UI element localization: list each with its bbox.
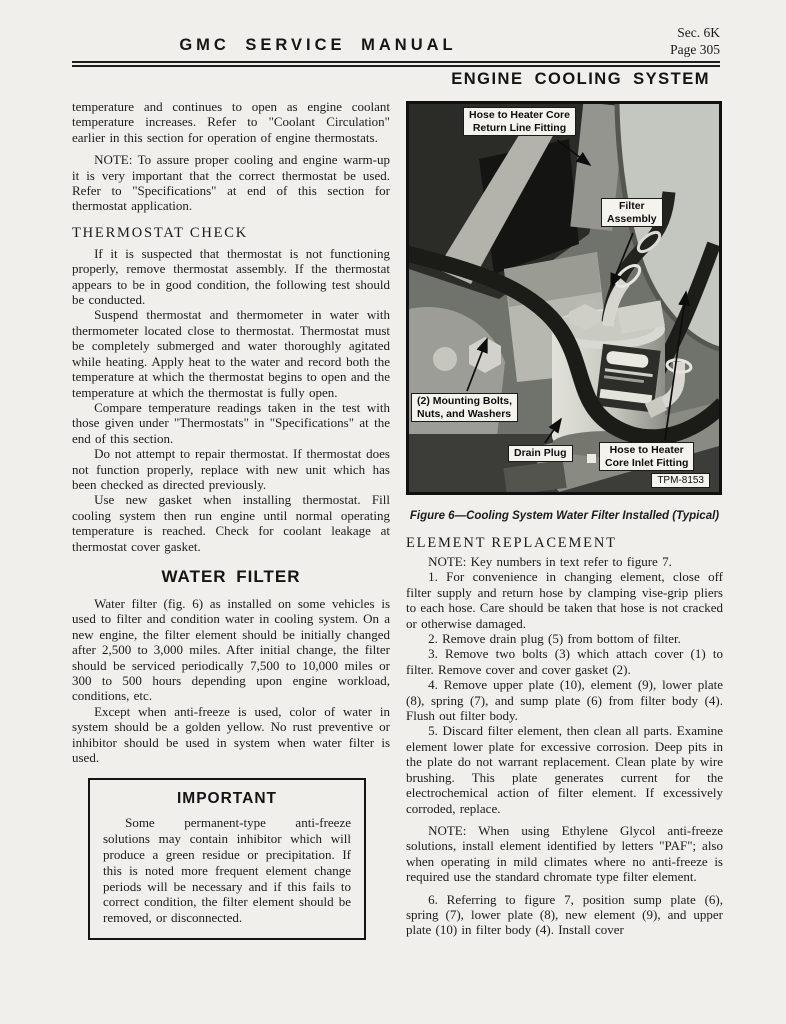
figure-6 bbox=[406, 101, 723, 522]
callout-text: (2) Mounting Bolts, bbox=[417, 395, 513, 407]
step-4: 4. Remove upper plate (10), element (9), lower plate (8), spring (7), and sump plate (6) from filter body (4). Flush out filter body. bbox=[406, 677, 723, 724]
note-paragraph: NOTE: Key numbers in text refer to figure 7. bbox=[428, 554, 672, 569]
thermostat-check-heading: THERMOSTAT CHECK bbox=[72, 224, 249, 241]
paragraph: Water filter (fig. 6) as installed on some vehicles is used to filter and condition water in cooling system. On a new engine, the filter element should be initially changed after 2,500 to 3,000 miles. After initial change, the filter should be serviced periodically 7,500 to 10,000 miles or 300 to 500 hours depending upon engine workload, conditions, etc. bbox=[72, 595, 390, 704]
note-paragraph: NOTE: When using Ethylene Glycol anti-freeze solutions, install element identified by letters "PAF"; also when operating in mild climates where no anti-freeze is required use the standard chromate type filter element. bbox=[406, 822, 723, 885]
element-replacement-heading: ELEMENT REPLACEMENT bbox=[406, 535, 617, 551]
callout-filter-assembly bbox=[601, 198, 663, 227]
paragraph: Suspend thermostat and thermometer in water with thermometer located close to thermostat. Thermostat must be completely submerged and water thoroughly agitated while heating. Apply heat to the water and record both the temperature at which the thermostat begins to open and the temperature at which the thermostat is fully open. bbox=[72, 307, 390, 400]
paragraph: If it is suspected that thermostat is not functioning properly, remove thermostat assembly. If the thermostat appears to be in good condition, the following test should be conducted. bbox=[72, 245, 390, 308]
step-5: 5. Discard filter element, then clean all parts. Examine element lower plate for excessive corrosion. Deep pits in the plate do not warrant replacement. Clean plate by wire brushing. This plate generates current for the electrochemical action of filter element. If excessively corroded, replace. bbox=[406, 723, 723, 816]
page-ref: Page 305 bbox=[670, 42, 720, 57]
step-1: 1. For convenience in changing element, close off filter supply and return hose by clamping vise-grip pliers to each hose. Care should be taken that hose is not cracked or otherwise damaged. bbox=[406, 569, 723, 631]
step-3: 3. Remove two bolts (3) which attach cover (1) to filter. Remove cover and cover gasket (2). bbox=[406, 646, 723, 677]
photo-id-tag: TPM-8153 bbox=[651, 473, 710, 488]
water-filter-heading: WATER FILTER bbox=[161, 566, 301, 586]
callout-text: Assembly bbox=[607, 212, 657, 225]
callout-text: Hose to Heater Core bbox=[469, 109, 570, 121]
callout-text: Hose to Heater bbox=[609, 444, 684, 456]
manual-title: GMC SERVICE MANUAL bbox=[179, 36, 457, 54]
important-box bbox=[88, 778, 366, 940]
step-6: 6. Referring to figure 7, position sump plate (6), spring (7), lower plate (8), new element (9), and upper plate (10) in filter body (4). Install cover bbox=[406, 891, 723, 938]
callout-text: Nuts, and Washers bbox=[417, 407, 512, 420]
intro-paragraph: temperature and continues to open as engine coolant temperature increases. Refer to "Coolant Circulation" earlier in this section for operation of engine thermostats. bbox=[72, 99, 390, 145]
important-heading: IMPORTANT bbox=[177, 790, 277, 808]
callout-mounting-bolts bbox=[411, 393, 518, 422]
section-title: ENGINE COOLING SYSTEM bbox=[451, 70, 710, 88]
paragraph: Except when anti-freeze is used, color of water in system should be a golden yellow. No rust preventive or inhibitor should be used in system when water filter is used. bbox=[72, 703, 390, 766]
important-body: Some permanent-type anti-freeze solutions may contain inhibitor which will produce a green residue or precipitation. If this is noted more frequent element change periods will be necessary and if this fails to correct condition, the filter element should be removed, or disconnected. bbox=[103, 815, 351, 926]
callout-text: Filter bbox=[618, 200, 645, 212]
paragraph: Compare temperature readings taken in the test with those given under "Thermostats" in "Specifications" at the end of this section. bbox=[72, 399, 390, 446]
callout-text: Return Line Fitting bbox=[472, 121, 567, 134]
right-column bbox=[406, 101, 723, 938]
callout-return-line-fitting bbox=[463, 107, 576, 136]
paragraph: Use new gasket when installing thermostat. Fill cooling system then run engine until normal operating temperature is reached. Check for coolant leakage at thermostat cover gasket. bbox=[72, 492, 390, 554]
paragraph: Do not attempt to repair thermostat. If thermostat does not function properly, replace with new unit which has been checked as directed previously. bbox=[72, 446, 390, 492]
engine-photo-illustration bbox=[409, 104, 719, 492]
header-rule bbox=[72, 61, 720, 67]
step-2: 2. Remove drain plug (5) from bottom of filter. bbox=[428, 631, 681, 647]
left-column bbox=[72, 99, 390, 940]
figure-caption: Figure 6—Cooling System Water Filter Installed (Typical) bbox=[409, 510, 720, 522]
note-paragraph: NOTE: To assure proper cooling and engine warm-up it is very important that the correct thermostat be used. Refer to "Specifications" at end of this section for thermostat application. bbox=[72, 152, 390, 214]
section-ref: Sec. 6K bbox=[677, 25, 720, 40]
callout-inlet-fitting bbox=[599, 442, 694, 471]
engine-photo bbox=[406, 101, 722, 495]
callout-drain-plug: Drain Plug bbox=[508, 445, 573, 462]
section-page-ref bbox=[670, 24, 720, 58]
callout-text: Core Inlet Fitting bbox=[605, 456, 689, 469]
